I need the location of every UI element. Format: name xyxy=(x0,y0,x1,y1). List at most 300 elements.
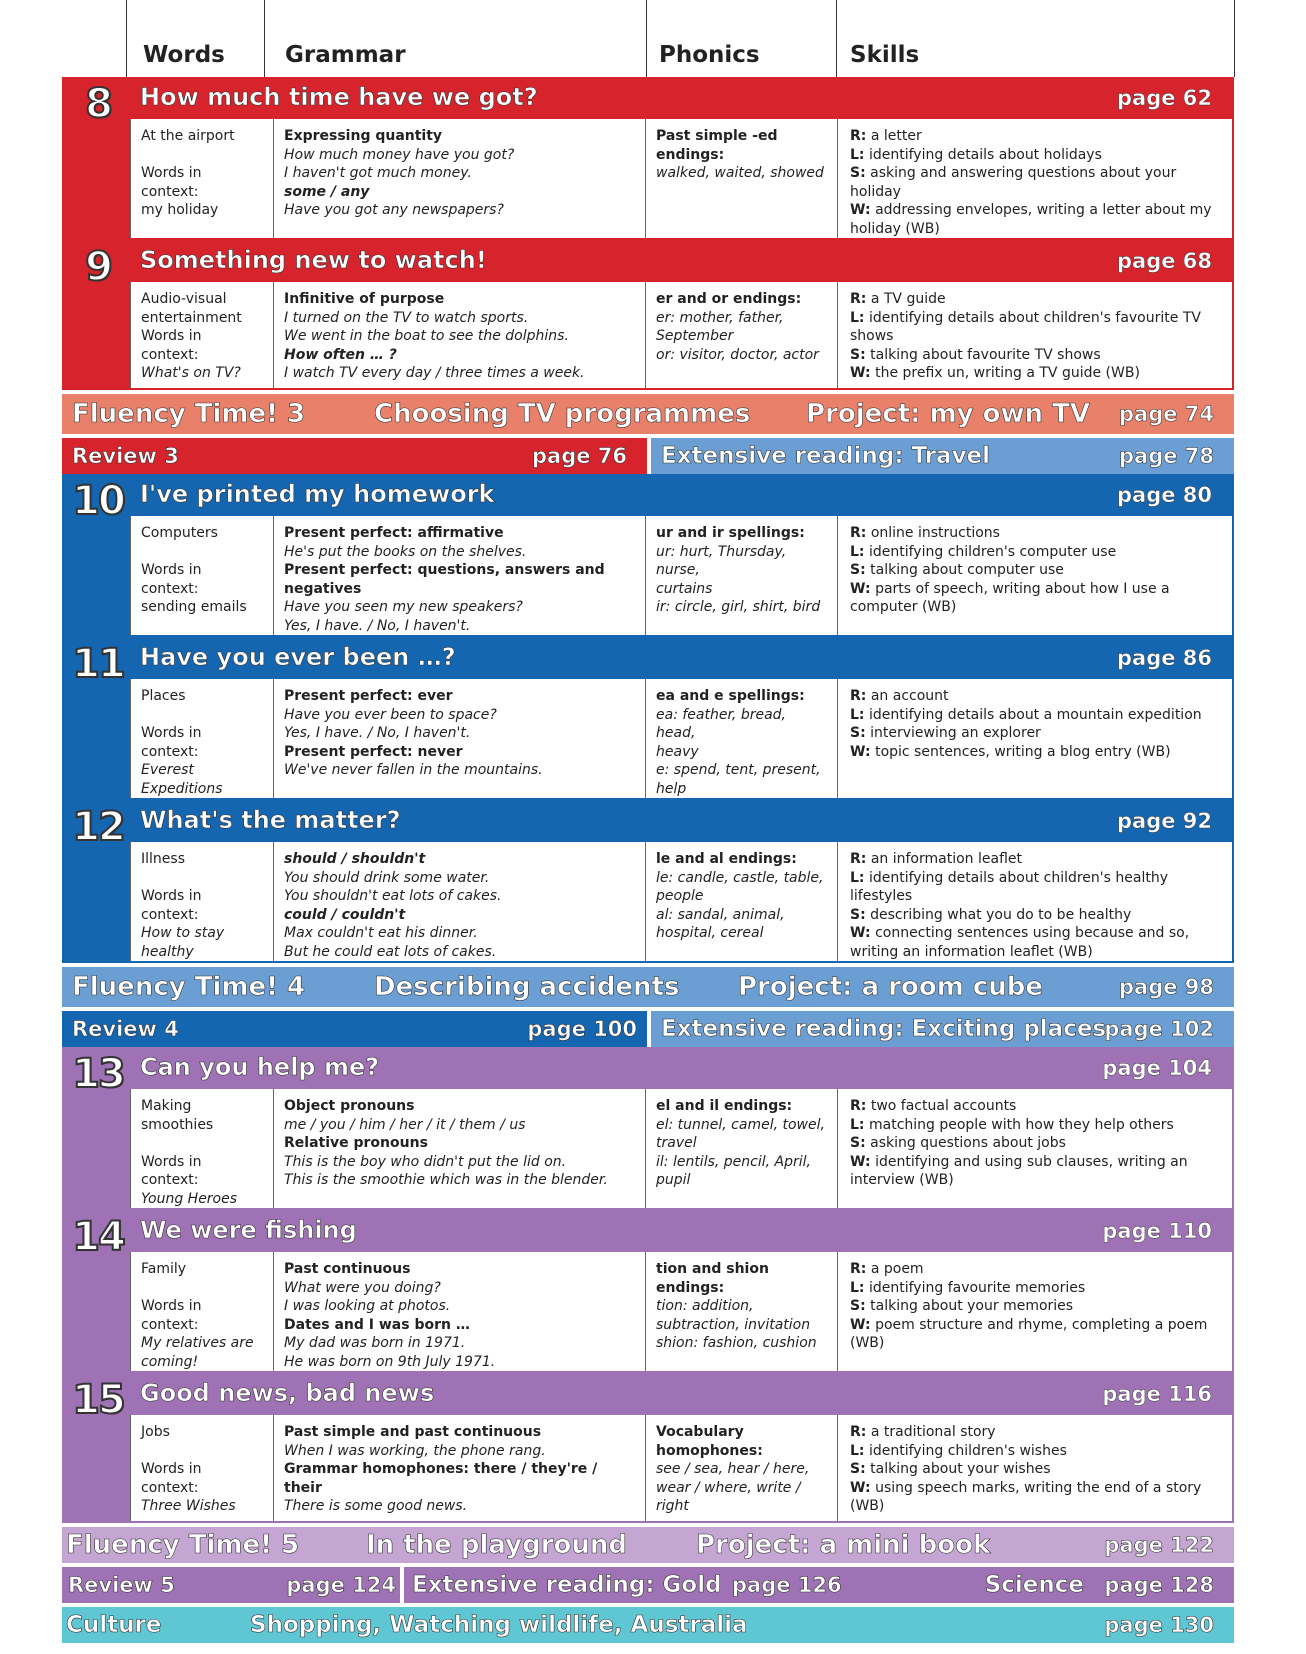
skill-code: W: xyxy=(850,925,871,941)
grammar-line: Present perfect: never xyxy=(284,743,463,760)
strip-f3 xyxy=(62,394,1234,434)
unit-page-number[interactable]: page 92 xyxy=(1116,809,1212,833)
grammar-line: He's put the books on the shelves. xyxy=(284,543,527,560)
column-header-skills: Skills xyxy=(850,42,920,68)
skill-code: L: xyxy=(850,706,865,723)
cell-grammar xyxy=(273,516,645,635)
unit-header xyxy=(64,240,1232,282)
words-line: Words in context: xyxy=(141,165,202,200)
skill-code: R: xyxy=(850,1261,867,1277)
skills-line xyxy=(850,924,1222,961)
unit-title[interactable]: Can you help me? xyxy=(140,1053,380,1081)
grammar-line: When I was working, the phone rang. xyxy=(284,1442,546,1459)
column-header-phonics: Phonics xyxy=(659,42,760,68)
skill-code: R: xyxy=(850,291,867,307)
unit-page-number[interactable]: page 80 xyxy=(1116,483,1212,507)
grammar-line: Object pronouns xyxy=(284,1098,415,1114)
review-page[interactable]: page 124 xyxy=(286,1573,396,1597)
cell-phonics xyxy=(645,119,837,238)
phonics-line: ea and e spellings: xyxy=(656,688,805,704)
skill-text: a letter xyxy=(866,128,922,144)
grammar-line: me / you / him / her / it / them / us xyxy=(284,1116,526,1133)
phonics-line: people xyxy=(656,888,704,904)
unit-title[interactable]: What's the matter? xyxy=(140,806,401,834)
skills-line xyxy=(850,706,1222,725)
skills-line xyxy=(850,1279,1222,1298)
grammar-line: This is the smoothie which was in the blender. xyxy=(284,1172,608,1188)
words-line: sending emails xyxy=(141,599,247,615)
skill-code: S: xyxy=(850,906,866,923)
phonics-line: e: spend, tent, present, xyxy=(656,762,821,778)
words-line: entertainment xyxy=(141,309,242,326)
fluency-time-title[interactable]: Fluency Time! 4 xyxy=(72,972,306,1002)
grammar-line: could / couldn't xyxy=(284,906,406,923)
phonics-line: help xyxy=(656,780,687,797)
phonics-line: ur: hurt, Thursday, nurse, xyxy=(656,543,787,578)
review-title[interactable]: Review 4 xyxy=(72,1017,179,1041)
skill-text: identifying details about children's favourite TV shows xyxy=(850,309,1201,344)
skills-line xyxy=(850,561,1222,580)
grammar-line: There is some good news. xyxy=(284,1498,468,1514)
grammar-line: Present perfect: questions, answers and negatives xyxy=(284,562,605,597)
cell-skills xyxy=(837,1089,1232,1208)
unit-page-number[interactable]: page 110 xyxy=(1102,1219,1212,1243)
phonics-line: heavy xyxy=(656,743,699,760)
skill-code: W: xyxy=(850,1153,871,1170)
unit-title[interactable]: Good news, bad news xyxy=(140,1379,435,1407)
strip-r5-part xyxy=(62,1567,400,1603)
phonics-line: walked, waited, showed xyxy=(656,165,824,181)
unit-header xyxy=(64,474,1232,516)
skill-code: R: xyxy=(850,1424,867,1440)
skill-text: identifying details about a mountain expedition xyxy=(864,706,1202,723)
unit-header xyxy=(64,1373,1232,1415)
extensive-reading-title[interactable]: Extensive reading: Gold xyxy=(412,1572,722,1598)
grammar-line: I watch TV every day / three times a week. xyxy=(284,365,585,381)
cell-skills xyxy=(837,679,1232,798)
cell-skills xyxy=(837,1415,1232,1521)
fluency-time-title[interactable]: Fluency Time! 5 xyxy=(66,1530,300,1560)
cell-grammar xyxy=(273,1089,645,1208)
unit-page-number[interactable]: page 68 xyxy=(1116,249,1212,273)
words-line: Everest Expeditions xyxy=(141,762,223,797)
skill-text: talking about favourite TV shows xyxy=(865,346,1101,363)
words-line: Family xyxy=(141,1261,187,1277)
skill-code: R: xyxy=(850,525,867,541)
cell-words xyxy=(130,119,273,238)
skill-text: online instructions xyxy=(866,525,1000,541)
skills-line xyxy=(850,346,1222,365)
spacer xyxy=(141,1442,263,1461)
unit-number: 13 xyxy=(72,1051,124,1097)
column-header-grammar: Grammar xyxy=(285,42,406,68)
skills-line xyxy=(850,1460,1222,1479)
divider xyxy=(264,0,265,77)
phonics-line: il: lentils, pencil, April, xyxy=(656,1153,811,1170)
unit-number-column xyxy=(64,478,130,635)
skills-line xyxy=(850,543,1222,562)
phonics-line: ir: circle, girl, shirt, bird xyxy=(656,599,821,615)
grammar-line: How often … ? xyxy=(284,346,397,363)
phonics-line: travel xyxy=(656,1135,697,1151)
fluency-time-title[interactable]: Fluency Time! 3 xyxy=(72,399,306,429)
skill-text: matching people with how they help others xyxy=(864,1116,1174,1133)
cell-grammar xyxy=(273,842,645,961)
skills-line xyxy=(850,1423,1222,1442)
phonics-line: curtains xyxy=(656,580,713,597)
skill-text: topic sentences, writing a blog entry (WB) xyxy=(870,743,1171,760)
words-line: How to stay xyxy=(141,925,225,941)
phonics-line: hospital, cereal xyxy=(656,925,764,941)
skill-code: S: xyxy=(850,1461,866,1477)
phonics-line: subtraction, invitation xyxy=(656,1316,811,1333)
words-line: Words in context: xyxy=(141,328,202,363)
culture-title[interactable]: Culture xyxy=(66,1612,162,1638)
phonics-line: ea: feather, bread, head, xyxy=(656,706,786,741)
skills-line xyxy=(850,869,1222,906)
extensive-reading-page[interactable]: page 126 xyxy=(732,1573,842,1597)
skill-code: S: xyxy=(850,165,866,181)
unit-number-column xyxy=(64,244,130,388)
cell-skills xyxy=(837,119,1232,238)
science-page[interactable]: page 128 xyxy=(1104,1573,1214,1597)
column-header-row xyxy=(0,0,1306,77)
strip-r5 xyxy=(62,1567,1234,1603)
skill-text: connecting sentences using because and so, writing an information leaflet (WB) xyxy=(850,925,1190,960)
extensive-reading-title[interactable]: Extensive reading: Exciting places xyxy=(661,1016,1107,1042)
words-line: Three Wishes xyxy=(141,1498,236,1514)
skill-code: L: xyxy=(850,1442,865,1459)
grammar-line: You should drink some water. xyxy=(284,869,490,886)
cell-skills xyxy=(837,516,1232,635)
unit-title[interactable]: Something new to watch! xyxy=(140,246,487,274)
unit-page-number[interactable]: page 86 xyxy=(1116,646,1212,670)
unit-15 xyxy=(62,1373,1234,1523)
divider xyxy=(126,0,127,77)
unit-title[interactable]: We were fishing xyxy=(140,1216,357,1244)
grammar-line: Present perfect: ever xyxy=(284,688,453,704)
extensive-reading-page[interactable]: page 102 xyxy=(1104,1017,1214,1041)
words-line: Words in context: xyxy=(141,1153,202,1188)
spacer xyxy=(141,1279,263,1298)
cell-phonics xyxy=(645,516,837,635)
unit-number: 14 xyxy=(72,1214,124,1260)
cell-words xyxy=(130,842,273,961)
skill-code: L: xyxy=(850,543,865,560)
phonics-line: homophones: xyxy=(656,1442,763,1459)
cell-grammar xyxy=(273,1252,645,1371)
page-link[interactable]: page 98 xyxy=(1118,975,1214,999)
extensive-reading-title[interactable]: Extensive reading: Travel xyxy=(661,443,991,469)
words-line: Young Heroes xyxy=(141,1190,238,1207)
cell-skills xyxy=(837,842,1232,961)
words-line: Words in context: xyxy=(141,725,202,760)
skills-line xyxy=(850,524,1222,543)
phonics-line: pupil xyxy=(656,1172,691,1188)
cell-skills xyxy=(837,1252,1232,1371)
cell-words xyxy=(130,1415,273,1521)
cell-words xyxy=(130,1089,273,1208)
skill-text: poem structure and rhyme, completing a poem (WB) xyxy=(850,1316,1208,1351)
unit-number: 15 xyxy=(72,1377,124,1423)
unit-number: 10 xyxy=(72,478,124,524)
cell-grammar xyxy=(273,119,645,238)
unit-title[interactable]: How much time have we got? xyxy=(140,83,538,111)
skills-line xyxy=(850,1153,1222,1190)
unit-number-column xyxy=(64,81,130,238)
skills-line xyxy=(850,164,1222,201)
unit-page-number[interactable]: page 116 xyxy=(1102,1382,1212,1406)
skill-code: S: xyxy=(850,1135,866,1151)
unit-number: 8 xyxy=(85,81,111,127)
skill-text: describing what you do to be healthy xyxy=(865,906,1132,923)
words-line: coming! xyxy=(141,1353,199,1370)
phonics-line: endings: xyxy=(656,146,725,163)
skills-line xyxy=(850,580,1222,617)
unit-12 xyxy=(62,800,1234,963)
cell-phonics xyxy=(645,282,837,388)
grammar-line: We went in the boat to see the dolphins. xyxy=(284,328,569,344)
phonics-line: al: sandal, animal, xyxy=(656,906,785,923)
phonics-line: le and al endings: xyxy=(656,851,797,867)
review-page[interactable]: page 76 xyxy=(531,444,627,468)
divider xyxy=(646,0,647,77)
grammar-line: some / any xyxy=(284,183,370,200)
unit-8 xyxy=(62,77,1234,240)
unit-title[interactable]: Have you ever been …? xyxy=(140,643,456,671)
grammar-line: Yes, I have. / No, I haven't. xyxy=(284,617,471,634)
skills-line xyxy=(850,1479,1222,1516)
fluency-topic[interactable]: In the playground xyxy=(366,1530,628,1560)
skill-code: R: xyxy=(850,851,867,867)
words-line: my holiday xyxy=(141,202,219,218)
skills-line xyxy=(850,290,1222,309)
skills-line xyxy=(850,1442,1222,1461)
spacer xyxy=(141,1134,263,1153)
cell-phonics xyxy=(645,1089,837,1208)
page-link[interactable]: page 74 xyxy=(1118,402,1214,426)
words-line: smoothies xyxy=(141,1116,214,1133)
strip-r3 xyxy=(62,438,1234,474)
grammar-line: Relative pronouns xyxy=(284,1135,428,1151)
skill-code: R: xyxy=(850,128,867,144)
grammar-line: This is the boy who didn't put the lid on. xyxy=(284,1153,567,1170)
unit-header xyxy=(64,637,1232,679)
skill-code: S: xyxy=(850,1298,866,1314)
unit-number-column xyxy=(64,804,130,961)
skill-text: an account xyxy=(866,688,949,704)
skill-code: L: xyxy=(850,146,865,163)
unit-number-column xyxy=(64,641,130,798)
grammar-line: Present perfect: affirmative xyxy=(284,525,504,541)
grammar-line: Grammar homophones: there / they're / their xyxy=(284,1461,598,1496)
skill-code: W: xyxy=(850,202,871,218)
words-line: Words in context: xyxy=(141,1298,202,1333)
skill-text: a TV guide xyxy=(866,291,946,307)
skills-line xyxy=(850,127,1222,146)
phonics-line: see / sea, hear / here, xyxy=(656,1461,810,1477)
grammar-line: should / shouldn't xyxy=(284,851,426,867)
contents-table xyxy=(62,77,1234,1643)
skill-code: W: xyxy=(850,1479,871,1496)
skill-text: a poem xyxy=(866,1261,924,1277)
grammar-line: Past simple and past continuous xyxy=(284,1424,542,1440)
phonics-line: le: candle, castle, table, xyxy=(656,869,824,886)
skill-text: identifying favourite memories xyxy=(864,1279,1086,1296)
unit-header xyxy=(64,800,1232,842)
unit-page-number[interactable]: page 62 xyxy=(1116,86,1212,110)
spacer xyxy=(141,869,263,888)
unit-11 xyxy=(62,637,1234,800)
skill-text: identifying children's wishes xyxy=(864,1442,1067,1459)
grammar-line: Have you got any newspapers? xyxy=(284,202,504,218)
words-line: What's on TV? xyxy=(141,365,241,381)
unit-header xyxy=(64,77,1232,119)
skill-code: W: xyxy=(850,580,871,597)
words-line: healthy xyxy=(141,943,194,960)
spacer xyxy=(141,706,263,725)
skills-line xyxy=(850,309,1222,346)
words-line: Illness xyxy=(141,851,185,867)
unit-number-column xyxy=(64,1051,130,1208)
fluency-topic[interactable]: Choosing TV programmes xyxy=(374,399,751,429)
strip-r4-left xyxy=(62,1011,647,1047)
skill-code: S: xyxy=(850,562,866,578)
grammar-line: What were you doing? xyxy=(284,1279,441,1296)
skills-line xyxy=(850,146,1222,165)
culture-page[interactable]: page 130 xyxy=(1104,1613,1214,1637)
strip-f4 xyxy=(62,967,1234,1007)
unit-number-column xyxy=(64,1377,130,1521)
column-header-words: Words xyxy=(143,42,225,68)
skill-text: identifying details about children's healthy lifestyles xyxy=(850,869,1168,904)
words-line: My relatives are xyxy=(141,1335,254,1351)
skill-text: parts of speech, writing about how I use a computer (WB) xyxy=(850,580,1170,615)
skill-text: two factual accounts xyxy=(866,1098,1017,1114)
cell-grammar xyxy=(273,1415,645,1521)
unit-page-number[interactable]: page 104 xyxy=(1102,1056,1212,1080)
science-title[interactable]: Science xyxy=(984,1572,1084,1598)
strip-f5 xyxy=(62,1527,1234,1563)
cell-phonics xyxy=(645,842,837,961)
extensive-reading-page[interactable]: page 78 xyxy=(1118,444,1214,468)
spacer xyxy=(141,146,263,165)
grammar-line: Yes, I have. / No, I haven't. xyxy=(284,725,471,741)
skills-line xyxy=(850,743,1222,762)
grammar-line: I haven't got much money. xyxy=(284,165,472,181)
grammar-line: Expressing quantity xyxy=(284,128,443,144)
unit-9 xyxy=(62,240,1234,390)
cell-grammar xyxy=(273,679,645,798)
unit-number-column xyxy=(64,1214,130,1371)
cell-words xyxy=(130,516,273,635)
skills-line xyxy=(850,906,1222,925)
skill-code: R: xyxy=(850,688,867,704)
skills-line xyxy=(850,201,1222,238)
phonics-line: er and or endings: xyxy=(656,291,802,307)
phonics-line: er: mother, father, xyxy=(656,309,784,326)
culture-topics[interactable]: Shopping, Watching wildlife, Australia xyxy=(250,1612,748,1638)
skill-code: L: xyxy=(850,309,865,326)
project-title[interactable]: Project: my own TV xyxy=(806,399,1090,429)
cell-words xyxy=(130,679,273,798)
unit-13 xyxy=(62,1047,1234,1210)
project-title[interactable]: Project: a mini book xyxy=(696,1530,991,1560)
grammar-line: Max couldn't eat his dinner. xyxy=(284,925,478,941)
fluency-topic[interactable]: Describing accidents xyxy=(374,972,680,1002)
skill-code: L: xyxy=(850,869,865,886)
skills-line xyxy=(850,724,1222,743)
phonics-line: tion and shion endings: xyxy=(656,1261,769,1296)
phonics-line: Vocabulary xyxy=(656,1424,744,1440)
review-title[interactable]: Review 3 xyxy=(72,444,179,468)
cell-grammar xyxy=(273,282,645,388)
words-line: Jobs xyxy=(141,1424,170,1440)
skill-text: talking about your memories xyxy=(865,1298,1074,1314)
phonics-line: tion: addition, xyxy=(656,1298,754,1314)
grammar-line: Have you ever been to space? xyxy=(284,706,497,723)
words-line: Making xyxy=(141,1098,192,1114)
review-title[interactable]: Review 5 xyxy=(68,1573,175,1597)
skill-text: using speech marks, writing the end of a story (WB) xyxy=(850,1479,1202,1514)
words-line: At the airport xyxy=(141,128,235,144)
divider xyxy=(836,0,837,77)
grammar-line: Past continuous xyxy=(284,1261,411,1277)
project-title[interactable]: Project: a room cube xyxy=(738,972,1044,1002)
unit-14 xyxy=(62,1210,1234,1373)
spacer xyxy=(141,543,263,562)
skill-text: the prefix un, writing a TV guide (WB) xyxy=(870,365,1140,381)
skill-text: identifying and using sub clauses, writing an interview (WB) xyxy=(850,1153,1188,1188)
skill-text: interviewing an explorer xyxy=(865,725,1041,741)
divider xyxy=(1234,0,1235,77)
words-line: Words in context: xyxy=(141,1461,202,1496)
phonics-line: or: visitor, doctor, actor xyxy=(656,346,819,363)
unit-number: 12 xyxy=(72,804,124,850)
page-link[interactable]: page 122 xyxy=(1104,1533,1214,1557)
words-line: Words in context: xyxy=(141,888,202,923)
unit-number: 11 xyxy=(72,641,124,687)
grammar-line: How much money have you got? xyxy=(284,146,515,163)
skill-text: an information leaflet xyxy=(866,851,1022,867)
skill-code: R: xyxy=(850,1098,867,1114)
cell-skills xyxy=(837,282,1232,388)
review-page[interactable]: page 100 xyxy=(527,1017,637,1041)
skill-code: L: xyxy=(850,1116,865,1133)
skill-code: W: xyxy=(850,1316,871,1333)
skill-text: talking about computer use xyxy=(865,562,1064,578)
strip-r3-right xyxy=(651,438,1234,474)
strip-r3-left xyxy=(62,438,647,474)
grammar-line: But he could eat lots of cakes. xyxy=(284,943,497,960)
grammar-line: Have you seen my new speakers? xyxy=(284,599,523,615)
phonics-line: September xyxy=(656,328,734,344)
skill-text: addressing envelopes, writing a letter about my holiday (WB) xyxy=(850,202,1212,237)
skill-text: asking and answering questions about your holiday xyxy=(850,165,1177,200)
skills-line xyxy=(850,850,1222,869)
phonics-line: shion: fashion, cushion xyxy=(656,1335,817,1351)
skill-code: W: xyxy=(850,743,871,760)
words-line: Audio-visual xyxy=(141,291,227,307)
skills-line xyxy=(850,1116,1222,1135)
unit-number: 9 xyxy=(85,244,111,290)
grammar-line: Infinitive of purpose xyxy=(284,291,445,307)
phonics-line: wear / where, write / right xyxy=(656,1479,801,1514)
skill-code: S: xyxy=(850,346,866,363)
unit-title[interactable]: I've printed my homework xyxy=(140,480,495,508)
unit-10 xyxy=(62,474,1234,637)
skill-text: asking questions about jobs xyxy=(865,1135,1066,1151)
